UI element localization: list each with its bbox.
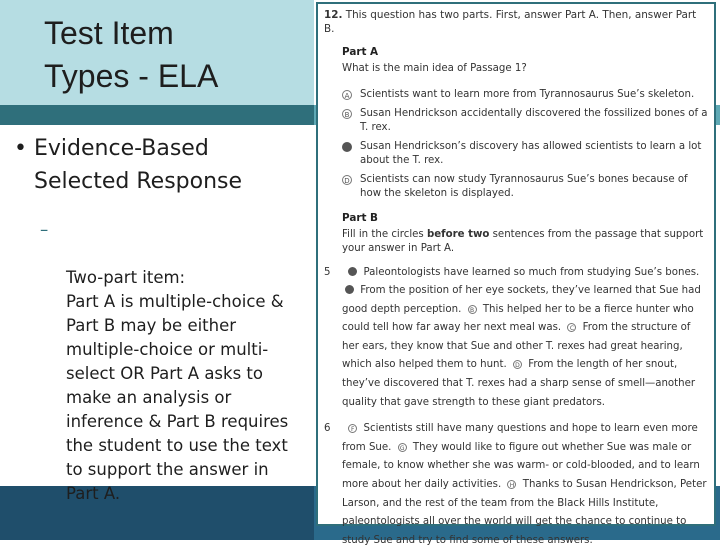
option-a-text: Scientists want to learn more from Tyrannosaurus Sue’s skeleton. [360, 89, 695, 100]
part-b-prompt-end: sentences from the passage that support your answer in Part A. [342, 228, 704, 254]
question-panel [316, 2, 716, 546]
option-c[interactable] [342, 140, 708, 169]
sentence-bubble-icon[interactable]: D [513, 360, 522, 369]
sentence-6-1: Scientists still have many questions and hope to learn even more from Sue. [342, 423, 698, 453]
part-b-prompt-start: Fill in the circles [342, 228, 427, 240]
passage-paragraph-6 [324, 420, 708, 550]
sentence-5-1: Paleontologists have learned so much from studying Sue’s bones. [363, 266, 700, 278]
option-b[interactable] [342, 107, 708, 136]
sentence-5-2: From the position of her eye sockets, they’ve learned that Sue had good depth perception. [342, 285, 701, 315]
option-b-text: Susan Hendrickson accidentally discovered the fossilized bones of a T. rex. [360, 107, 708, 133]
sentence-6-3: Thanks to Susan Hendrickson, Peter Larson, and the rest of the team from the Black Hills Institute, paleontologists all over the world will get the chance to continue to study Sue and try to find some of these answers. [342, 479, 707, 546]
bullet-text: Evidence-Based Selected Response [34, 136, 243, 194]
part-a-prompt: What is the main idea of Passage 1? [342, 63, 527, 74]
radio-b-icon[interactable]: B [342, 109, 352, 119]
bullet-marker: • [14, 136, 27, 161]
option-c-text: Susan Hendrickson’s discovery has allowed scientists to learn a lot about the T. rex. [360, 140, 702, 166]
sentence-6-2: They would like to figure out whether Sue was male or female, to know whether she was warm- or cold-blooded, and to learn more about her daily activities. [342, 441, 700, 491]
radio-d-icon[interactable]: D [342, 175, 352, 185]
part-b-prompt-bold: before two [426, 228, 490, 240]
sentence-bubble-icon[interactable]: F [348, 424, 357, 433]
paragraph-number-6: 6 [324, 423, 331, 435]
passage-paragraph-5 [324, 264, 708, 413]
paragraph-number-5: 5 [324, 266, 331, 278]
radio-a-icon[interactable]: A [342, 90, 352, 100]
sentence-bubble-selected-icon[interactable] [345, 285, 354, 294]
question-number: 12. [324, 9, 343, 21]
title-panel [0, 0, 314, 105]
sentence-5-5: From the length of her snout, they’ve discovered that T. rexes had a sharp sense of smell—another quality that gave strength to these giant predators. [342, 359, 696, 408]
sub-bullet-text: Two-part item: Part A is multiple-choice & Part B may be either multiple-choice or multi-select OR Part A asks to make an analysis or inference & Part B requires the student to use the text to support the answer in Part A. [66, 268, 289, 503]
bullet-item [14, 132, 304, 198]
slide-title [44, 12, 218, 98]
question-header [324, 8, 708, 36]
divider-band-left [0, 105, 314, 125]
slide-title-line-2: Types - ELA [44, 58, 219, 94]
part-b-prompt [342, 228, 708, 256]
option-d-text: Scientists can now study Tyrannosaurus Sue’s bones because of how the skeleton is displayed. [360, 173, 688, 199]
question-instructions: This question has two parts. First, answer Part A. Then, answer Part B. [324, 9, 697, 35]
option-d[interactable] [342, 173, 708, 202]
option-a[interactable] [342, 88, 708, 103]
sub-bullet-item [40, 218, 304, 506]
sentence-bubble-icon[interactable]: G [398, 443, 407, 452]
radio-c-selected-icon[interactable] [342, 142, 352, 152]
slide-title-line-1: Test Item [44, 15, 174, 51]
sentence-5-4: From the structure of her ears, they know that Sue and other T. rexes had great hearing, which also helped them to hunt. [342, 322, 691, 371]
sub-bullet-marker: – [40, 220, 49, 239]
sentence-bubble-icon[interactable]: H [507, 480, 516, 489]
sentence-bubble-icon[interactable]: B [468, 305, 477, 314]
sentence-bubble-icon[interactable]: C [567, 323, 576, 332]
part-b-title: Part B [342, 211, 378, 224]
bullet-list [14, 132, 304, 506]
part-a-options [342, 88, 708, 202]
part-a-title: Part A [342, 46, 379, 58]
sentence-5-3: This helped her to be a fierce hunter who could tell how far away her next meal was. [342, 303, 694, 334]
sentence-bubble-selected-icon[interactable] [348, 267, 357, 276]
